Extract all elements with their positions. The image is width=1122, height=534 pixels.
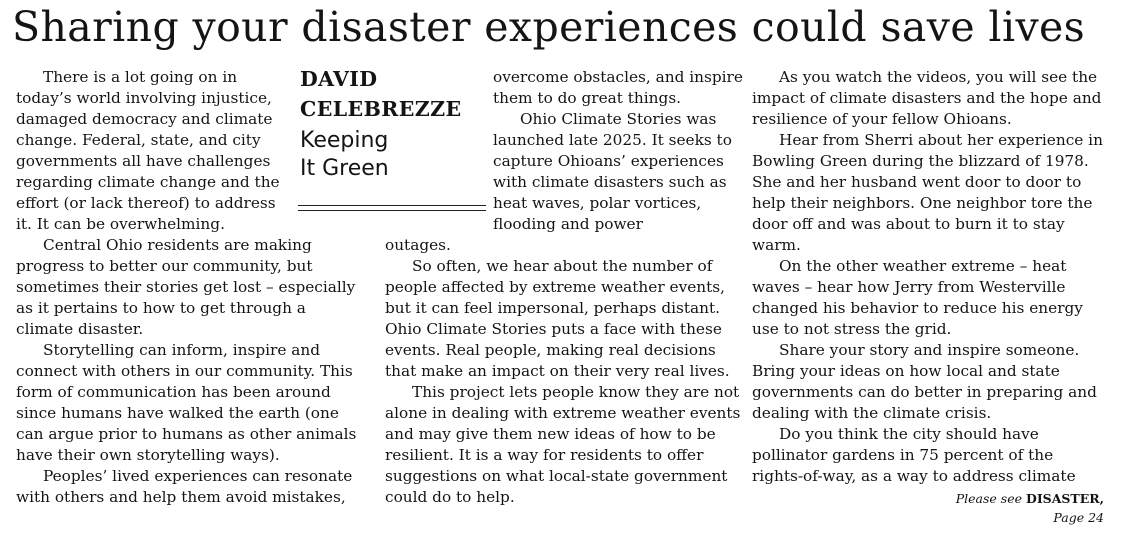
paragraph-continuation: outages. [385,236,451,254]
column-2-upper [493,67,743,235]
paragraph: Ohio Climate Stories was launched late 2025. It seeks to capture Ohioans’ experiences with climate disasters such as heat waves, polar vortices, flooding and power [493,110,732,233]
paragraph: Hear from Sherri about her experience in Bowling Green during the blizzard of 1978. She and her husband went door to door to help their neighbors. One neighbor tore the door off and was about to burn it to stay warm. [752,131,1103,254]
jump-prefix: Please see [955,491,1026,506]
paragraph: Peoples’ lived experiences can resonate with others and help them avoid mistakes, [16,467,353,506]
author-last-name: CELEBREZZE [300,97,462,121]
paragraph-continuation: overcome obstacles, and inspire them to do great things. [493,68,743,107]
paragraph: This project lets people know they are not alone in dealing with extreme weather events and may give them new ideas of how to be resilient. It is a way for residents to offer suggestions on what local-state government could do to help. [385,383,741,506]
jump-keyword: DISASTER, [1025,491,1104,506]
author-name [300,64,486,124]
paragraph: There is a lot going on in today’s world involving injustice, damaged democracy and climate change. Federal, state, and city governments all have challenges regarding climate change and the effort (or lack thereof) to address it. It can be overwhelming. [16,68,280,233]
jump-page: Page 24 [1053,510,1104,525]
paragraph: Storytelling can inform, inspire and connect with others in our community. This form of communication has been around since humans have walked the earth (one can argue prior to humans as other animals have their own storytelling ways). [16,341,357,464]
column-name [300,127,486,183]
paragraph: Do you think the city should have pollinator gardens in 75 percent of the rights-of-way, as a way to address climate [752,425,1076,485]
jump-line [956,489,1104,527]
paragraph: As you watch the videos, you will see the impact of climate disasters and the hope and resilience of your fellow Ohioans. [752,68,1102,128]
column-3 [752,67,1106,487]
column-2-lower [385,235,743,508]
byline-rule [298,205,486,211]
paragraph: So often, we hear about the number of people affected by extreme weather events, but it can feel impersonal, perhaps distant. Ohio Climate Stories puts a face with these events. Real people, making real decisions that make an impact on their very real lives. [385,257,730,380]
author-first-name: DAVID [300,67,378,91]
paragraph: On the other weather extreme – heat waves – hear how Jerry from Westerville changed his behavior to reduce his energy use to not stress the grid. [752,257,1083,338]
paragraph: Share your story and inspire someone. Bring your ideas on how local and state governments can do better in preparing and dealing with the climate crisis. [752,341,1097,422]
headline: Sharing your disaster experiences could save lives [12,3,1086,51]
byline-box [300,64,486,183]
column-name-line-2: It Green [300,156,389,181]
paragraph: Central Ohio residents are making progress to better our community, but sometimes their stories get lost – especially as it pertains to how to get through a climate disaster. [16,236,356,338]
column-name-line-1: Keeping [300,128,389,153]
